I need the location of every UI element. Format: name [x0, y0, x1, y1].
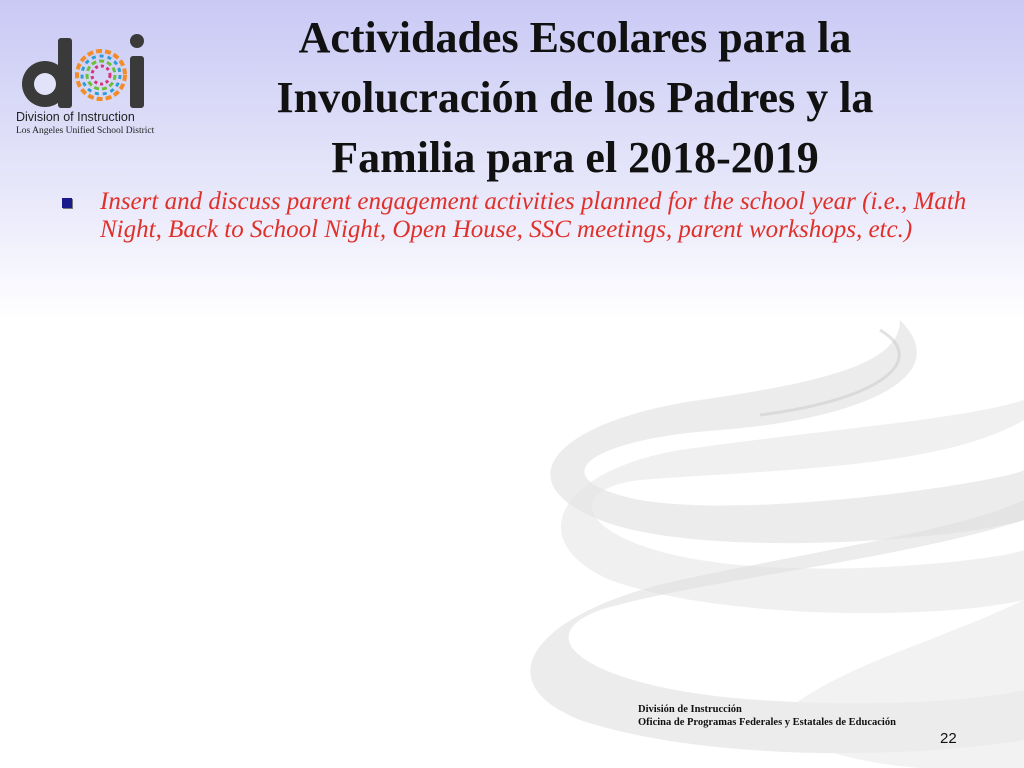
footer-text: [638, 703, 896, 729]
square-bullet-icon: [62, 198, 72, 208]
logo-district-name: Los Angeles Unified School District: [16, 126, 155, 136]
title-line-2: Involucración de los Padres y la: [276, 73, 874, 122]
logo-letter-d: [18, 38, 78, 110]
logo-division-name: Division of Instruction: [16, 110, 135, 124]
title-line-1: Actividades Escolares para la: [298, 13, 852, 62]
logo-ring-icon: [72, 46, 130, 104]
page-number: 22: [940, 730, 957, 747]
slide-title: [180, 8, 970, 188]
logo-letter-i: [126, 34, 148, 110]
footer-line-1: División de Instrucción: [638, 704, 742, 715]
swirl-shape: [787, 600, 1024, 768]
footer-line-2: Oficina de Programas Federales y Estatales de Educación: [638, 717, 896, 728]
bullet-text: Insert and discuss parent engagement activities planned for the school year (i.e., Math Night, Back to School Night, Open House, SSC meetings, parent workshops, etc.): [100, 188, 967, 243]
doi-logo: [14, 30, 184, 140]
title-line-3: Familia para el 2018-2019: [331, 133, 819, 182]
